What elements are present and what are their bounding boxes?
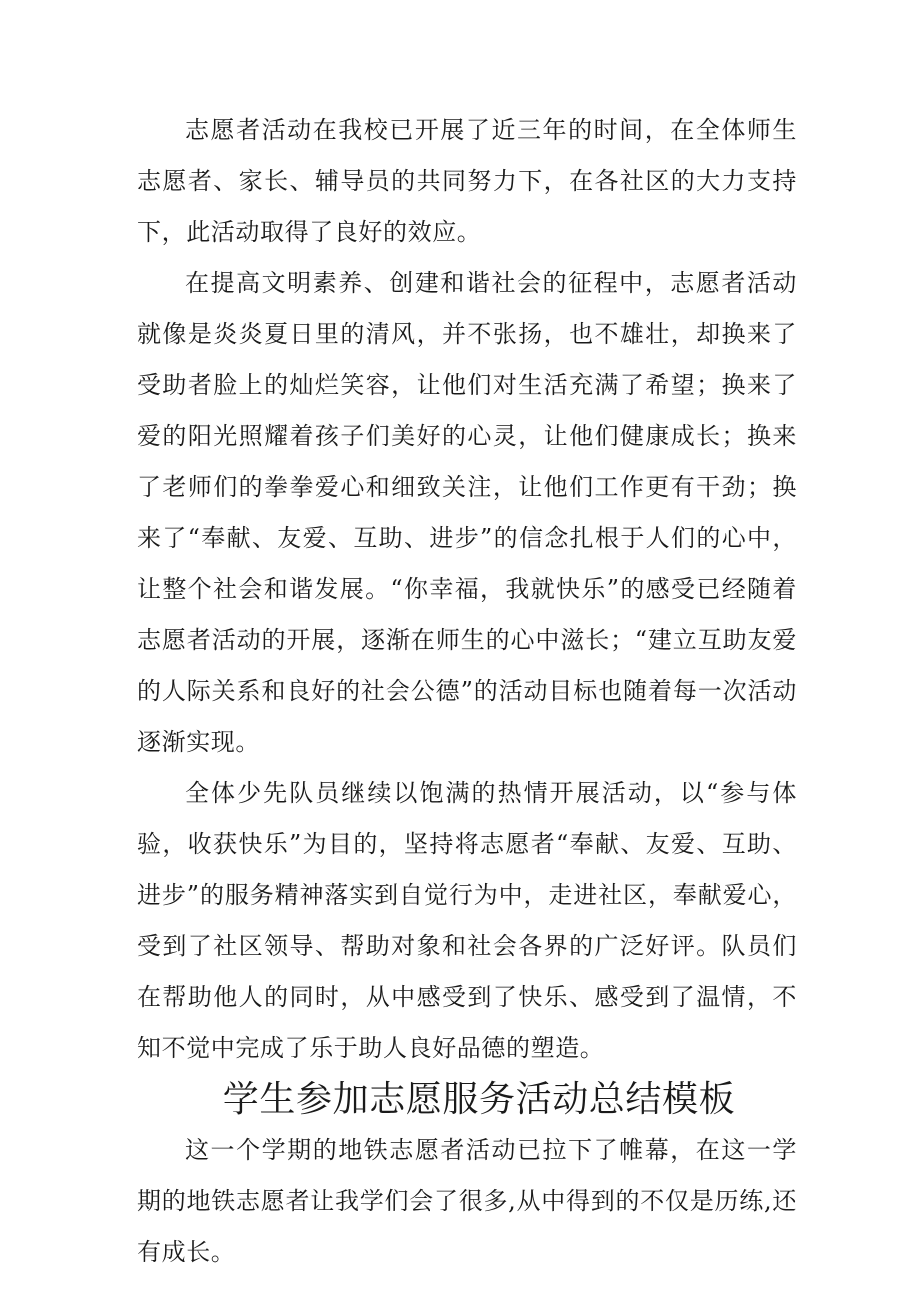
paragraph-intro: 志愿者活动在我校已开展了近三年的时间，在全体师生志愿者、家长、辅导员的共同努力下，在各社区的大力支持下，此活动取得了良好的效应。 [137,116,797,246]
document-body [137,105,797,1278]
paragraph-civilization: 在提高文明素养、创建和谐社会的征程中，志愿者活动就像是炎炎夏日里的清风，并不张扬，也不雄壮，却换来了受助者脸上的灿烂笑容，让他们对生活充满了希望；换来了爱的阳光照耀着孩子们美好的心灵，让他们健康成长；换来了老师们的拳拳爱心和细致关注，让他们工作更有干劲；换来了“奉献、友爱、互助、进步”的信念扎根于人们的心中，让整个社会和谐发展。“你幸福，我就快乐”的感受已经随着志愿者活动的开展，逐渐在师生的心中滋长；“建立互助友爱的人际关系和良好的社会公德”的活动目标也随着每一次活动逐渐实现。 [137,269,797,756]
paragraph-metro-volunteers: 这一个学期的地铁志愿者活动已拉下了帷幕，在这一学期的地铁志愿者让我学们会了很多,从中得到的不仅是历练,还有成长。 [137,1136,797,1266]
section-heading: 学生参加志愿服务活动总结模板 [222,1079,736,1120]
paragraph-young-pioneers: 全体少先队员继续以饱满的热情开展活动，以“参与体验，收获快乐”为目的，坚持将志愿者“奉献、友爱、互助、进步”的服务精神落实到自觉行为中，走进社区，奉献爱心，受到了社区领导、帮助对象和社会各界的广泛好评。队员们在帮助他人的同时，从中感受到了快乐、感受到了温情，不知不觉中完成了乐于助人良好品德的塑造。 [137,779,797,1062]
